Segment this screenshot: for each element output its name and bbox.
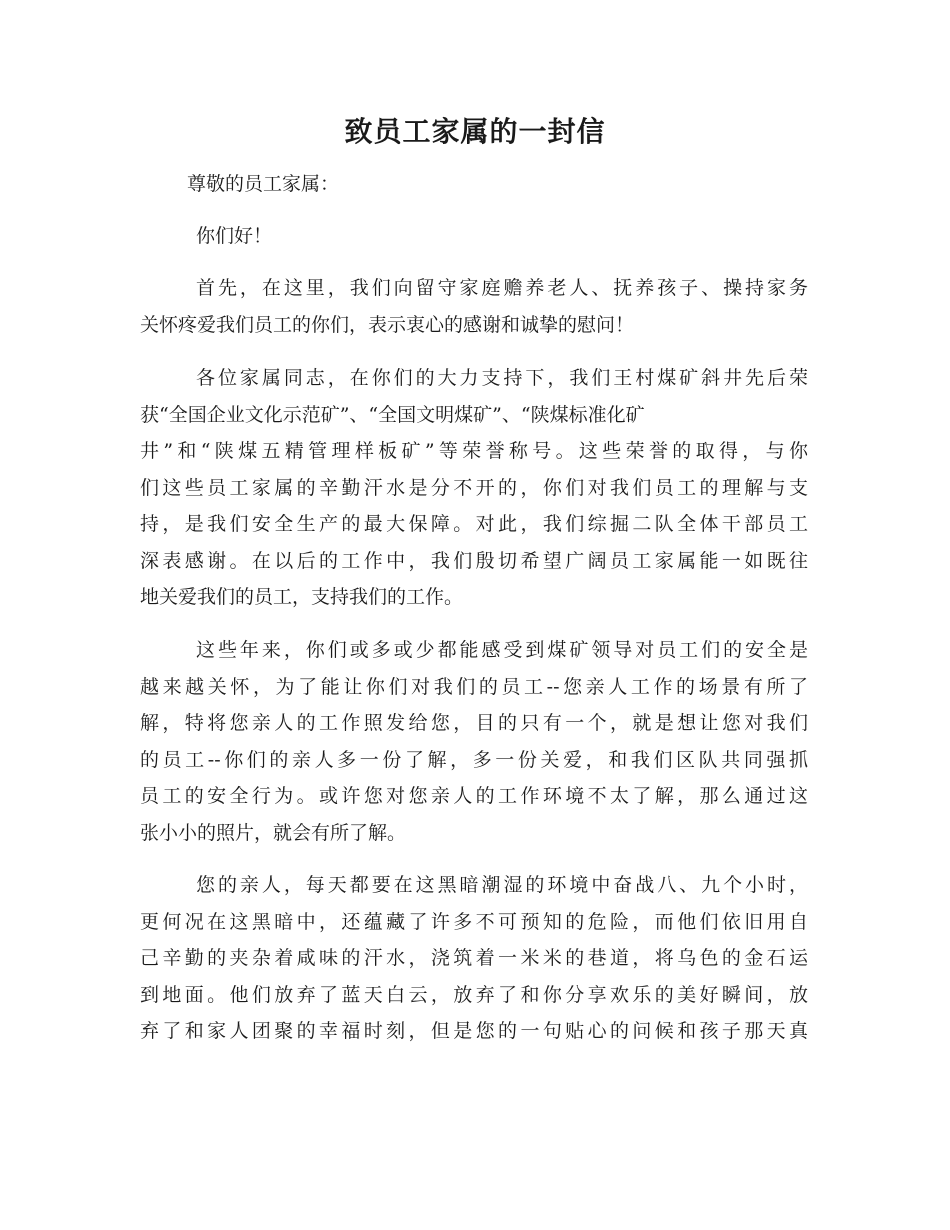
salutation: 尊敬的员工家属： [187,173,340,195]
paragraph-line: 己辛勤的夹杂着咸味的汗水，浇筑着一米米的巷道，将乌色的金石运 [140,947,808,969]
paragraph-line: 井”和“陕煤五精管理样板矿”等荣誉称号。这些荣誉的取得，与你 [140,440,808,462]
paragraph-line: 深表感谢。在以后的工作中，我们殷切希望广阔员工家属能一如既往 [140,549,808,572]
paragraph-work-environment [140,867,808,1050]
paragraph-photos [140,632,808,851]
paragraph-line: 员工的安全行为。或许您对您亲人的工作环境不太了解，那么通过这 [140,785,808,807]
paragraph-line: 的员工--你们的亲人多一份了解，多一份关爱，和我们区队共同强抓 [140,748,808,771]
paragraph-line: 获“全国企业文化示范矿”、“全国文明煤矿”、“陕煤标准化矿 [140,403,645,426]
greeting: 你们好！ [196,225,273,247]
paragraph-line: 张小小的照片，就会有所了解。 [140,821,407,844]
letter-title: 致员工家属的一封信 [344,115,606,148]
paragraph-line: 您的亲人，每天都要在这黑暗潮湿的环境中奋战八、九个小时， [196,874,808,896]
paragraph-line: 首先，在这里，我们向留守家庭赡养老人、抚养孩子、操持家务 [196,277,808,299]
paragraph-line: 地关爱我们的员工，支持我们的工作。 [140,586,464,608]
paragraph-line: 关怀疼爱我们员工的你们，表示衷心的感谢和诚挚的慰问！ [140,313,635,336]
paragraph-line: 更何况在这黑暗中，还蕴藏了许多不可预知的危险，而他们依旧用自 [140,910,808,933]
paragraph-honors [140,360,808,616]
paragraph-line: 这些年来，你们或多或少都能感受到煤矿领导对员工们的安全是 [196,639,808,661]
paragraph-line: 弃了和家人团聚的幸福时刻，但是您的一句贴心的问候和孩子那天真 [140,1020,808,1042]
paragraph-thanks [140,270,808,343]
paragraph-line: 解，特将您亲人的工作照发给您，目的只有一个，就是想让您对我们 [140,712,808,734]
paragraph-line: 越来越关怀，为了能让你们对我们的员工--您亲人工作的场景有所了 [140,675,808,698]
paragraph-line: 到地面。他们放弃了蓝天白云，放弃了和你分享欢乐的美好瞬间，放 [140,983,808,1006]
paragraph-line: 持，是我们安全生产的最大保障。对此，我们综掘二队全体干部员工 [140,513,808,535]
paragraph-line: 各位家属同志，在你们的大力支持下，我们王村煤矿斜井先后荣 [196,367,808,389]
paragraph-line: 们这些员工家属的辛勤汗水是分不开的，你们对我们员工的理解与支 [140,476,808,499]
